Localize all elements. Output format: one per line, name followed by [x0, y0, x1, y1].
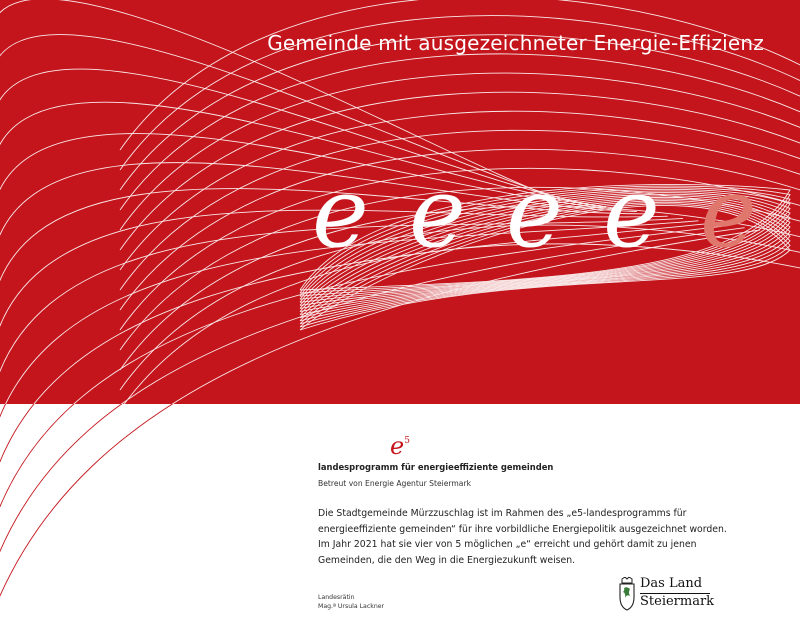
e-rating-letter-4: e [603, 157, 660, 269]
signatory-name: Mag.ª Ursula Lackner [318, 603, 385, 610]
description-line-3: Im Jahr 2021 hat sie vier von 5 möglichen „e“ erreicht und gehört damit zu jenen [318, 539, 697, 551]
program-name: landesprogramm für energieeffiziente gemeinden [318, 462, 554, 472]
page-title: Gemeinde mit ausgezeichneter Energie-Effizienz [267, 31, 764, 55]
award-description [318, 506, 738, 568]
e5-logo-icon: $e^5$ [390, 432, 410, 460]
wave-line [120, 0, 800, 150]
description-line-4: Gemeinden, die den Weg in die Energiezukunft weisen. [318, 554, 576, 566]
e-rating-row [312, 157, 782, 269]
land-logo-line-2: Steiermark [640, 594, 715, 609]
e-rating-letter-2: e [409, 157, 466, 269]
styrian-crest-icon [618, 577, 636, 611]
land-logo-line-1: Das Land [640, 576, 703, 591]
signatory-role: Landesrätin [318, 594, 355, 601]
e-rating-letter-3: e [506, 157, 563, 269]
e-rating-letter-1: e [312, 157, 369, 269]
e-rating-letter-5-unachieved: e [700, 157, 757, 269]
description-line-1: Die Stadtgemeinde Mürzzuschlag ist im Rahmen des „e5-landesprogramms für [318, 508, 687, 519]
das-land-steiermark-logo [618, 574, 716, 616]
program-supervisor: Betreut von Energie Agentur Steiermark [318, 479, 471, 488]
description-line-2: energieeffiziente gemeinden“ für ihre vorbildliche Energiepolitik ausgezeichnet worden. [318, 523, 727, 535]
